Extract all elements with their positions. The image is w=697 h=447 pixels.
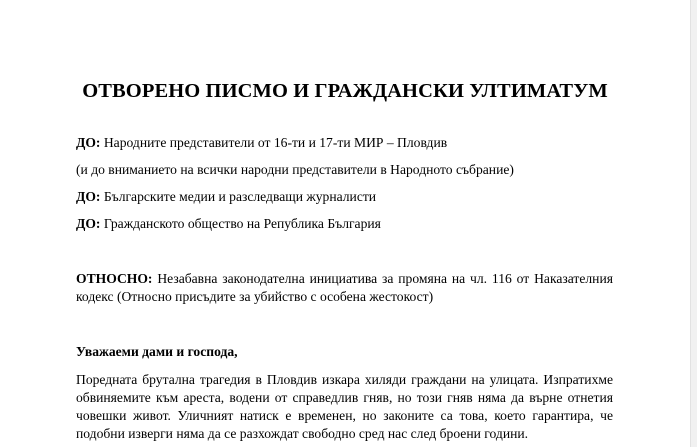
- recipient-label: ДО:: [76, 189, 101, 204]
- subject-text: Незабавна законодателна инициатива за промяна на чл. 116 от Наказателния кодекс (Относно присъдите за убийство с особена жестокост): [76, 271, 613, 304]
- recipient-line-mps: [76, 135, 447, 151]
- salutation: Уважаеми дами и господа,: [76, 344, 238, 359]
- recipient-line-all-mps: [76, 162, 514, 178]
- recipient-label: ДО:: [76, 216, 101, 231]
- recipient-text: Гражданското общество на Република България: [103, 216, 381, 231]
- document-title: ОТВОРЕНО ПИСМО И ГРАЖДАНСКИ УЛТИМАТУМ: [82, 80, 608, 102]
- recipient-line-society: [76, 216, 381, 232]
- body-paragraph: Поредната брутална трагедия в Пловдив изкара хиляди граждани на улицата. Изпратихме обвиняемите към ареста, водени от справедлив гняв, но този гняв няма да върне отнетия човешки живот. Уличният натиск е временен, но законите са това, което гарантира, че подобни изверги няма да се разхождат свободно сред нас след броени години.: [76, 372, 613, 441]
- recipient-label: ДО:: [76, 135, 101, 150]
- scrollbar-track[interactable]: [690, 0, 697, 447]
- subject-paragraph: [76, 270, 613, 306]
- recipient-text: (и до вниманието на всички народни представители в Народното събрание): [76, 162, 514, 177]
- subject-label: ОТНОСНО:: [76, 271, 153, 286]
- recipient-text: Народните представители от 16-ти и 17-ти МИР – Пловдив: [103, 135, 448, 150]
- recipient-line-media: [76, 189, 376, 205]
- recipient-text: Българските медии и разследващи журналисти: [103, 189, 377, 204]
